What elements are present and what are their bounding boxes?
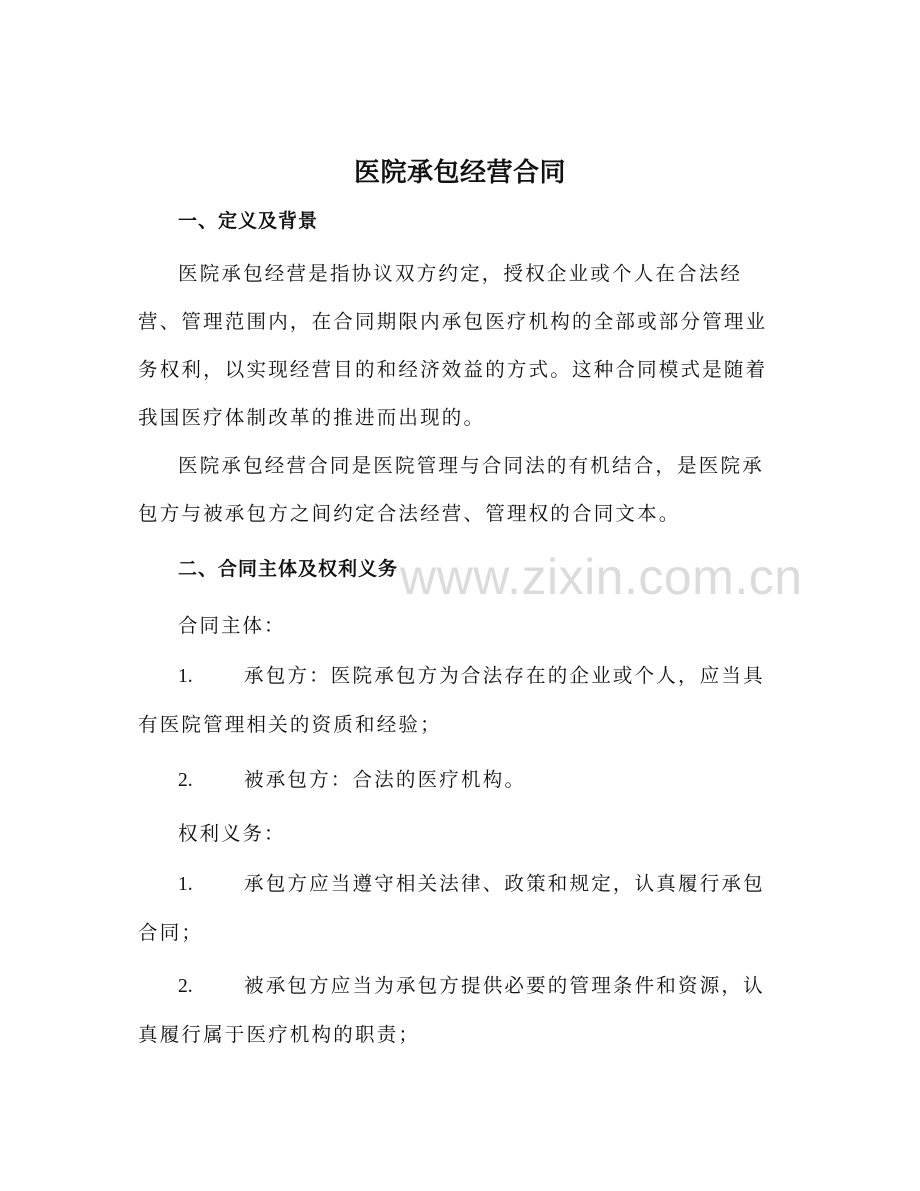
list-number: 2. bbox=[178, 770, 193, 791]
list-item-subject-2 bbox=[138, 756, 782, 805]
watermark: www.zixin.com.cn bbox=[400, 549, 803, 605]
section-heading-definition: 一、定义及背景 bbox=[178, 210, 319, 232]
list-number: 1. bbox=[178, 874, 193, 895]
list-number: 2. bbox=[178, 976, 193, 997]
section-heading-subjects-rights: 二、合同主体及权利义务 bbox=[178, 558, 399, 580]
paragraph-contract-nature: 医院承包经营合同是医院管理与合同法的有机结合，是医院承包方与被承包方之间约定合法经营、管理权的合同文本。 bbox=[138, 454, 764, 525]
list-number: 1. bbox=[178, 666, 193, 687]
list-text: 被承包方应当为承包方提供必要的管理条件和资源，认真履行属于医疗机构的职责； bbox=[138, 974, 765, 1046]
list-item-right-1 bbox=[138, 860, 782, 957]
subjects-label: 合同主体： bbox=[178, 614, 286, 637]
list-item-subject-1 bbox=[138, 652, 782, 749]
list-text: 承包方应当遵守相关法律、政策和规定，认真履行承包合同； bbox=[138, 872, 765, 944]
list-text: 被承包方：合法的医疗机构。 bbox=[244, 768, 527, 791]
paragraph-definition: 医院承包经营是指协议双方约定，授权企业或个人在合法经营、管理范围内，在合同期限内承包医疗机构的全部或部分管理业务权利，以实现经营目的和经济效益的方式。这种合同模式是随着我国医疗体制改革的推进而出现的。 bbox=[138, 262, 768, 429]
document-title: 医院承包经营合同 bbox=[353, 158, 566, 188]
list-item-right-2 bbox=[138, 962, 782, 1059]
rights-label: 权利义务： bbox=[178, 822, 286, 845]
list-text: 承包方：医院承包方为合法存在的企业或个人，应当具有医院管理相关的资质和经验； bbox=[138, 664, 765, 736]
